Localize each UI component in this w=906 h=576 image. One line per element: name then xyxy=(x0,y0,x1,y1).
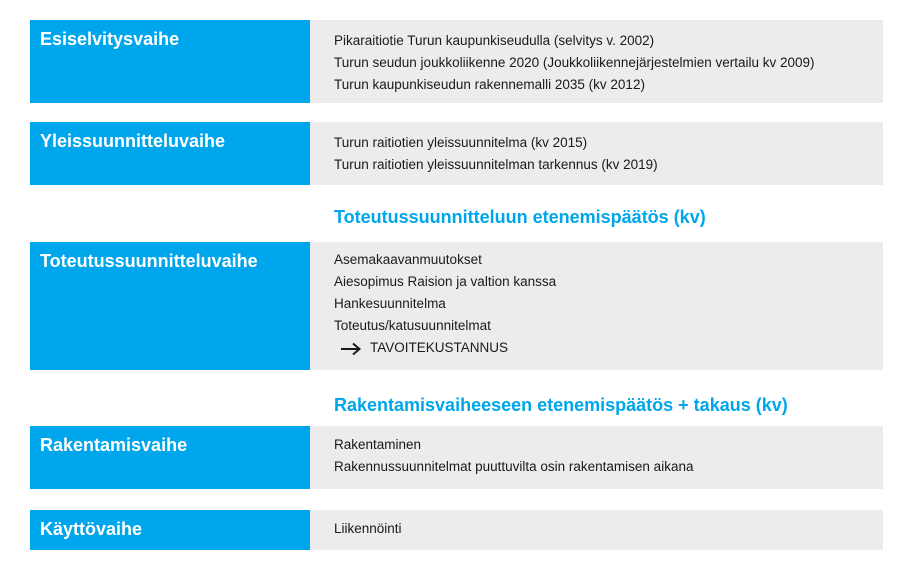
list-item: Turun seudun joukkoliikenne 2020 (Joukkoliikennejärjestelmien vertailu kv 2009) xyxy=(334,55,815,70)
right-arrow-icon xyxy=(340,341,362,355)
list-item: Hankesuunnitelma xyxy=(334,296,446,311)
phase-content-esiselvitys xyxy=(310,20,883,103)
phase-content-rakentamis xyxy=(310,426,883,489)
list-item: Turun raitiotien yleissuunnitelma (kv 2015) xyxy=(334,135,588,150)
milestone-rakentamisvaihe: Rakentamisvaiheeseen etenemispäätös + takaus (kv) xyxy=(334,395,788,415)
phase-content-yleissuunnittelu xyxy=(310,122,883,185)
phase-content-toteutussuunnittelu xyxy=(310,242,883,370)
target-cost-row xyxy=(334,337,883,359)
list-item: Rakennussuunnitelmat puuttuvilta osin rakentamisen aikana xyxy=(334,459,694,474)
list-item: Asemakaavanmuutokset xyxy=(334,252,482,267)
list-item: Turun kaupunkiseudun rakennemalli 2035 (kv 2012) xyxy=(334,77,645,92)
list-item: Turun raitiotien yleissuunnitelman tarkennus (kv 2019) xyxy=(334,157,658,172)
milestone-toteutussuunnittelu: Toteutussuunnitteluun etenemispäätös (kv) xyxy=(334,207,706,227)
phase-label-kaytto: Käyttövaihe xyxy=(30,510,310,550)
phase-label-yleissuunnittelu: Yleissuunnitteluvaihe xyxy=(30,122,310,185)
list-item: Rakentaminen xyxy=(334,437,422,452)
phase-label-esiselvitys: Esiselvitysvaihe xyxy=(30,20,310,103)
list-item: Aiesopimus Raision ja valtion kanssa xyxy=(334,274,557,289)
phase-content-kaytto xyxy=(310,510,883,550)
target-cost-label: TAVOITEKUSTANNUS xyxy=(370,340,509,355)
phase-label-toteutussuunnittelu: Toteutussuunnitteluvaihe xyxy=(30,242,310,370)
list-item: Toteutus/katusuunnitelmat xyxy=(334,318,491,333)
list-item: Pikaraitiotie Turun kaupunkiseudulla (selvitys v. 2002) xyxy=(334,33,655,48)
list-item: Liikennöinti xyxy=(334,521,402,536)
phase-label-rakentamis: Rakentamisvaihe xyxy=(30,426,310,489)
